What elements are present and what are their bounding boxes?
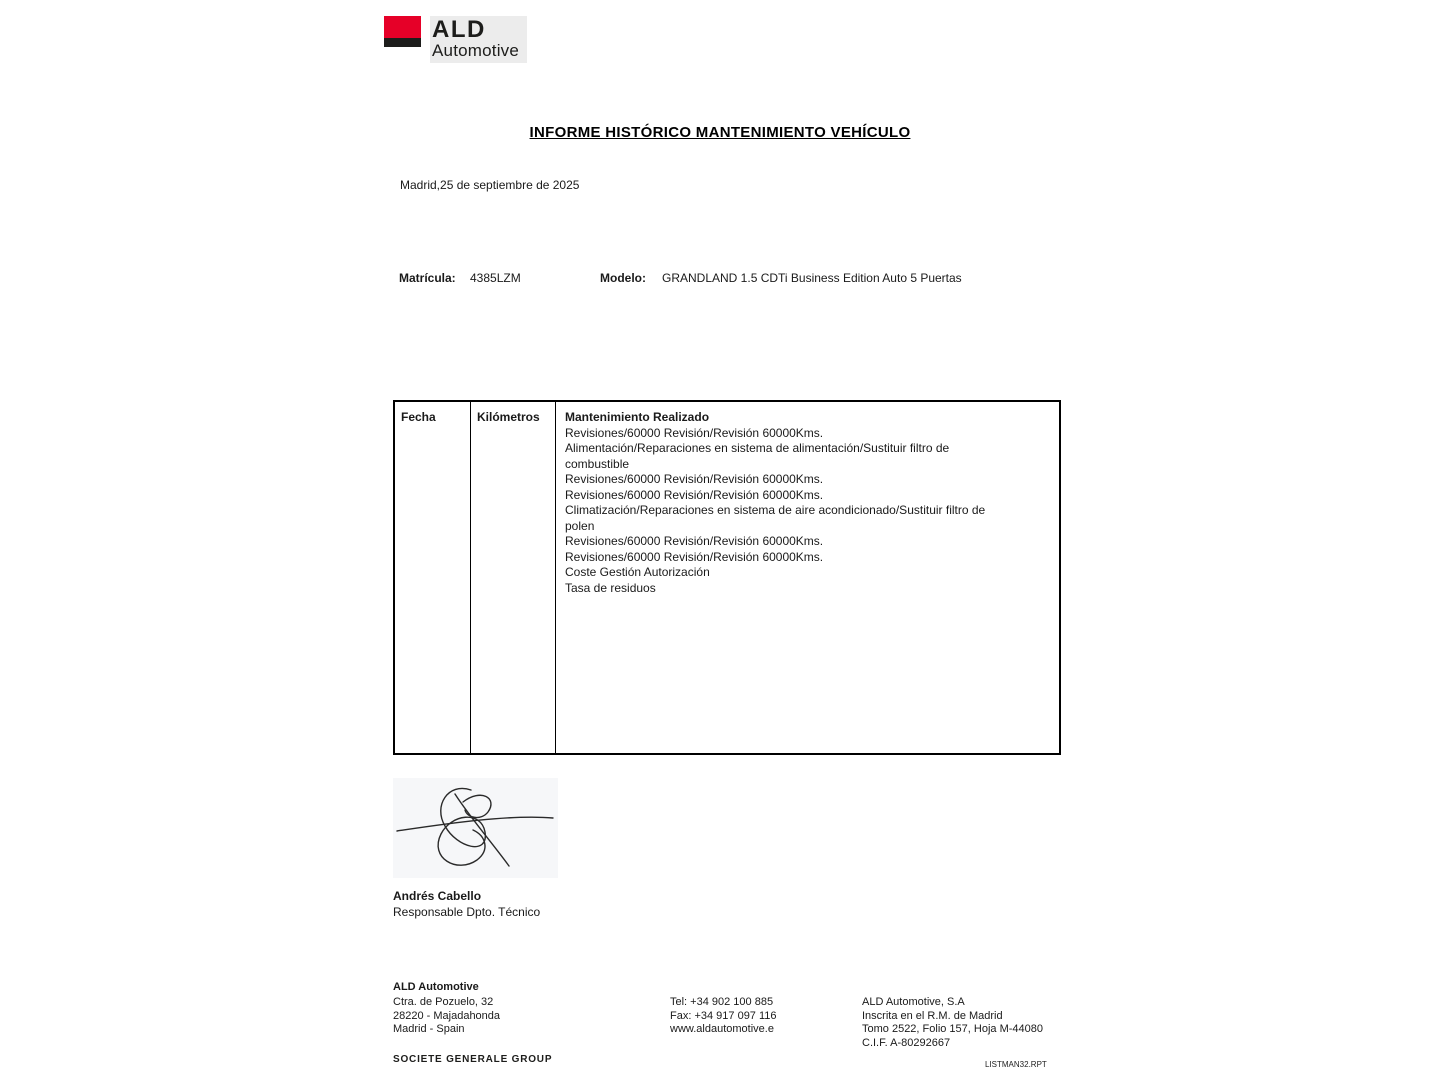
footer-legal [862, 996, 1043, 1050]
logo-brand-bottom: Automotive [432, 41, 520, 61]
header-fecha: Fecha [401, 410, 436, 424]
footer-website: www.aldautomotive.e [670, 1023, 774, 1035]
maintenance-line: Revisiones/60000 Revisión/Revisión 60000Kms. [565, 425, 824, 440]
footer-address [393, 981, 500, 1037]
maintenance-line: Tasa de residuos [565, 580, 656, 595]
logo-black-bar [384, 38, 421, 47]
header-kilometros: Kilómetros [477, 410, 540, 424]
logo-brand-top: ALD [432, 16, 486, 43]
ald-logo-mark-icon [384, 16, 421, 54]
modelo-label: Modelo: [600, 271, 646, 285]
ald-logo [384, 16, 527, 63]
matricula-label: Matrícula: [399, 271, 456, 285]
signature-scribble-icon [393, 778, 558, 878]
societe-generale-group-label: SOCIETE GENERALE GROUP [393, 1054, 553, 1065]
column-mantenimiento [556, 402, 1059, 753]
maintenance-line: combustible [565, 456, 630, 471]
report-reference: LISTMAN32.RPT [985, 1060, 1047, 1069]
maintenance-history-table [393, 400, 1061, 755]
signer-name: Andrés Cabello [393, 889, 482, 903]
maintenance-line: Alimentación/Reparaciones en sistema de alimentación/Sustituir filtro de [565, 441, 950, 455]
date-line: Madrid,25 de septiembre de 2025 [400, 178, 580, 192]
footer-country: Madrid - Spain [393, 1023, 465, 1035]
maintenance-line: polen [565, 518, 595, 533]
footer-legal-cif: C.I.F. A-80292667 [862, 1036, 951, 1049]
footer-legal-registry: Inscrita en el R.M. de Madrid [862, 1009, 1003, 1022]
logo-wordmark [430, 16, 527, 63]
footer-legal-company: ALD Automotive, S.A [862, 996, 965, 1008]
footer-company-name: ALD Automotive [393, 981, 479, 993]
matricula-value: 4385LZM [470, 271, 521, 285]
footer-street: Ctra. de Pozuelo, 32 [393, 996, 494, 1008]
column-kilometros [471, 402, 556, 753]
modelo-value: GRANDLAND 1.5 CDTi Business Edition Auto 5 Puertas [662, 271, 962, 285]
maintenance-line: Revisiones/60000 Revisión/Revisión 60000Kms. [565, 472, 824, 486]
header-mantenimiento: Mantenimiento Realizado [565, 410, 710, 424]
logo-red-block [384, 16, 421, 38]
footer-tel: Tel: +34 902 100 885 [670, 996, 774, 1008]
footer-fax: Fax: +34 917 097 116 [670, 1009, 777, 1022]
maintenance-line: Coste Gestión Autorización [565, 565, 710, 579]
footer-city: 28220 - Majadahonda [393, 1009, 501, 1022]
logo-white-block [384, 47, 421, 54]
maintenance-line: Revisiones/60000 Revisión/Revisión 60000Kms. [565, 549, 824, 564]
column-fecha [395, 402, 471, 753]
footer-legal-tomo: Tomo 2522, Folio 157, Hoja M-44080 [862, 1023, 1043, 1035]
maintenance-line: Revisiones/60000 Revisión/Revisión 60000Kms. [565, 534, 824, 548]
document-title: INFORME HISTÓRICO MANTENIMIENTO VEHÍCULO [529, 124, 911, 141]
signer-role: Responsable Dpto. Técnico [393, 905, 541, 919]
footer-contact [670, 996, 777, 1037]
signature-image [393, 778, 558, 878]
maintenance-line: Climatización/Reparaciones en sistema de aire acondicionado/Sustituir filtro de [565, 503, 986, 517]
maintenance-line: Revisiones/60000 Revisión/Revisión 60000Kms. [565, 487, 824, 502]
